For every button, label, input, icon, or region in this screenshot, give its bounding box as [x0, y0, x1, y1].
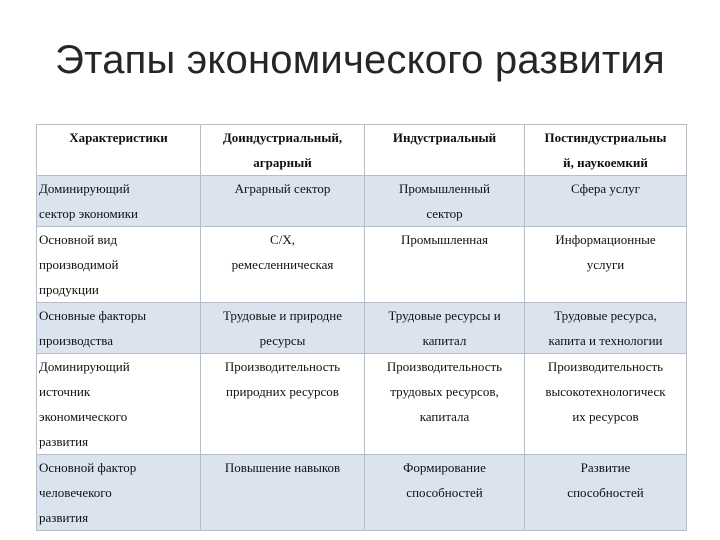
cell-line: Основной вид	[39, 232, 118, 247]
cell-line: источник	[39, 384, 91, 399]
table-row	[37, 354, 687, 455]
header-line: й, наукоемкий	[563, 155, 648, 170]
cell-line: развития	[39, 510, 89, 525]
cell-industrial	[365, 354, 525, 455]
cell-line: услуги	[586, 257, 625, 272]
cell-preindustrial	[201, 455, 365, 531]
table-row	[37, 455, 687, 531]
cell-line: Повышение навыков	[224, 460, 341, 475]
cell-industrial	[365, 176, 525, 227]
cell-line: Промышленная	[400, 232, 489, 247]
cell-line: производимой	[39, 257, 119, 272]
cell-line: Доминирующий	[39, 359, 130, 374]
cell-line: природних ресурсов	[226, 384, 339, 399]
header-postindustrial	[525, 125, 687, 176]
cell-line: капита и технологии	[548, 333, 663, 348]
cell-industrial	[365, 455, 525, 531]
cell-preindustrial	[201, 227, 365, 303]
cell-line: Сфера услуг	[571, 181, 640, 196]
cell-line: Трудовые ресурсы и	[388, 308, 501, 323]
cell-line: Развитие	[580, 460, 631, 475]
cell-preindustrial	[201, 354, 365, 455]
header-preindustrial	[201, 125, 365, 176]
header-line: аграрный	[253, 155, 312, 170]
table-header-row	[37, 125, 687, 176]
cell-line: Трудовые ресурса,	[554, 308, 657, 323]
cell-line: Производительность	[386, 359, 503, 374]
cell-postindustrial	[525, 176, 687, 227]
cell-characteristic	[37, 354, 201, 455]
cell-line: Формирование	[403, 460, 486, 475]
cell-line: Доминирующий	[39, 181, 130, 196]
cell-line: Производительность	[224, 359, 341, 374]
cell-line: Информационные	[555, 232, 656, 247]
cell-line: капитал	[422, 333, 467, 348]
cell-line: человечекого	[39, 485, 112, 500]
cell-industrial	[365, 303, 525, 354]
header-line: Характеристики	[69, 130, 168, 145]
cell-characteristic	[37, 227, 201, 303]
cell-line: ресурсы	[259, 333, 306, 348]
cell-line: продукции	[39, 282, 99, 297]
cell-line: Производительность	[547, 359, 664, 374]
cell-characteristic	[37, 303, 201, 354]
header-line: Доиндустриальный,	[222, 130, 343, 145]
cell-line: ремесленническая	[231, 257, 334, 272]
header-line: Постиндустриальны	[544, 130, 667, 145]
cell-line: сектор экономики	[39, 206, 139, 221]
slide-title: Этапы экономического развития	[55, 38, 665, 82]
cell-line: Промышленный	[399, 181, 490, 196]
cell-line: Основные факторы	[39, 308, 147, 323]
cell-postindustrial	[525, 455, 687, 531]
cell-line: их ресурсов	[572, 409, 639, 424]
header-line: Индустриальный	[392, 130, 497, 145]
cell-line: высокотехнологическ	[545, 384, 666, 399]
header-industrial	[365, 125, 525, 176]
cell-line: трудовых ресурсов,	[390, 384, 499, 399]
cell-line: сектор	[426, 206, 463, 221]
cell-line: С/Х,	[270, 232, 295, 247]
stages-table	[36, 124, 687, 531]
cell-line: производства	[39, 333, 114, 348]
header-characteristic	[37, 125, 201, 176]
cell-line: Трудовые и природне	[222, 308, 343, 323]
cell-preindustrial	[201, 303, 365, 354]
cell-postindustrial	[525, 303, 687, 354]
cell-postindustrial	[525, 227, 687, 303]
cell-industrial	[365, 227, 525, 303]
cell-line: капитала	[419, 409, 470, 424]
cell-line: развития	[39, 434, 89, 449]
cell-preindustrial	[201, 176, 365, 227]
cell-line: способностей	[567, 485, 644, 500]
cell-characteristic	[37, 455, 201, 531]
cell-line: Аграрный сектор	[234, 181, 331, 196]
table-row	[37, 303, 687, 354]
cell-characteristic	[37, 176, 201, 227]
table-row	[37, 176, 687, 227]
cell-postindustrial	[525, 354, 687, 455]
cell-line: Основной фактор	[39, 460, 137, 475]
cell-line: экономического	[39, 409, 128, 424]
table-row	[37, 227, 687, 303]
cell-line: способностей	[406, 485, 483, 500]
